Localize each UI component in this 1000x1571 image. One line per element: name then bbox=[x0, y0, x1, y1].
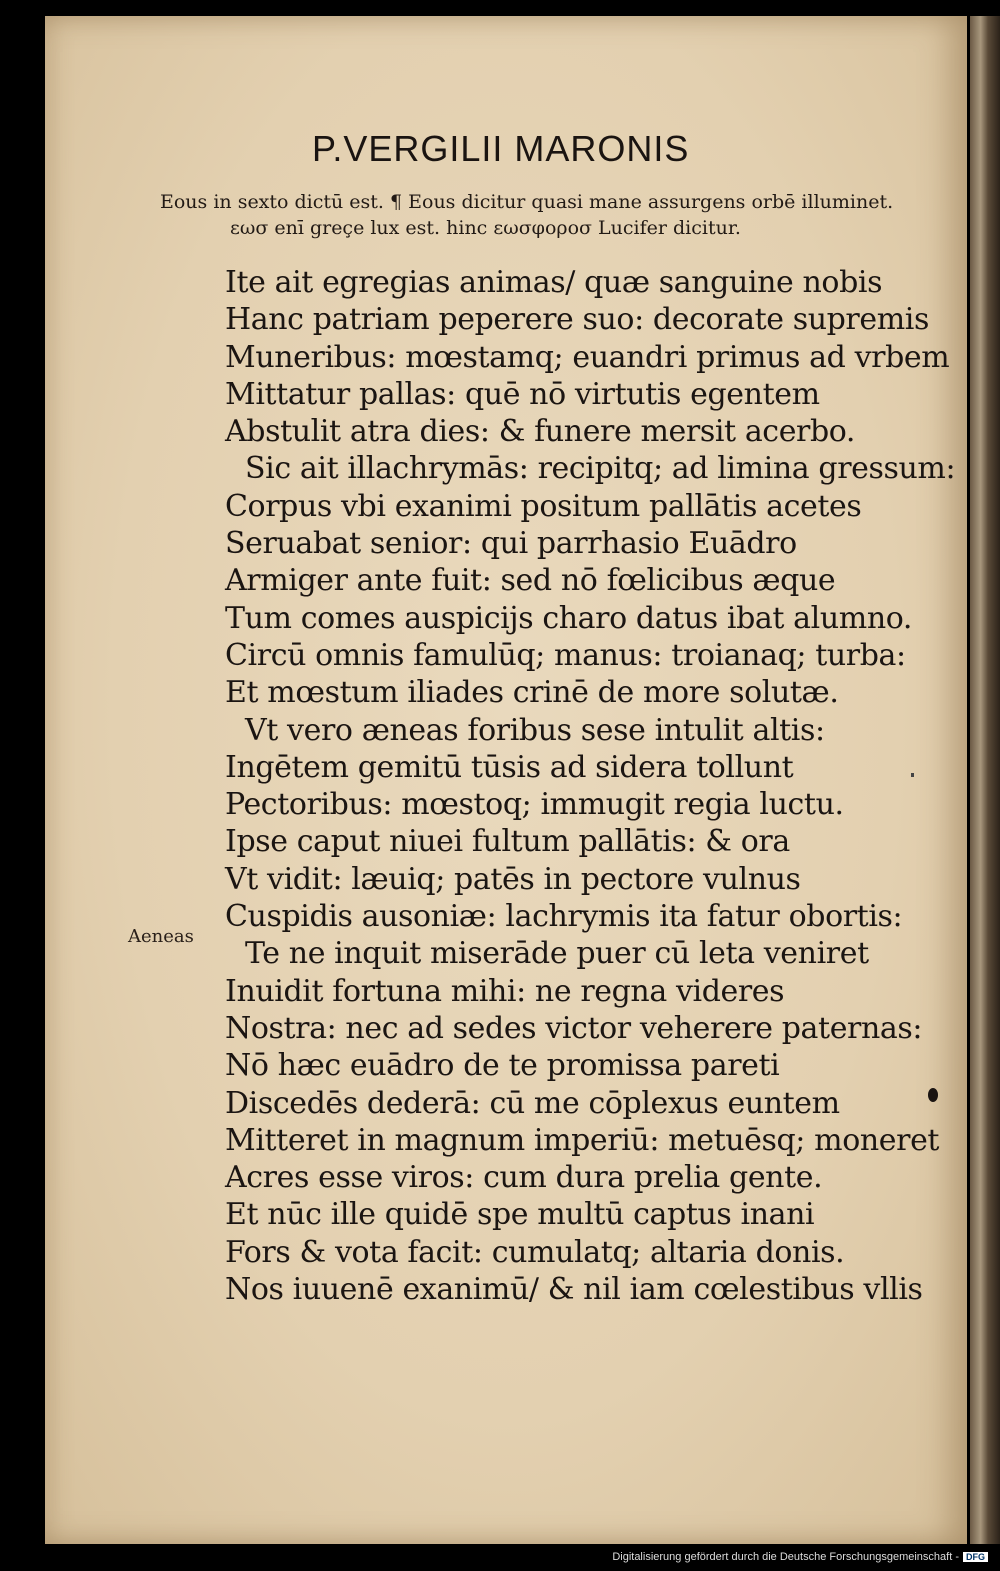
verse-line: Acres esse viros: cum dura prelia gente. bbox=[225, 1160, 823, 1196]
verse-line: Corpus vbi exanimi positum pallātis acetes bbox=[225, 488, 862, 524]
verse-line: Et mœstum iliades crinē de more solutæ. bbox=[225, 675, 839, 711]
verse-line: Pectoribus: mœstoq; immugit regia luctu. bbox=[225, 787, 844, 823]
margin-note: Aeneas bbox=[128, 926, 194, 947]
verse-line: Discedēs dederā: cū me cōplexus euntem bbox=[225, 1085, 840, 1121]
verse-line: Hanc patriam peperere suo: decorate supremis bbox=[225, 302, 929, 338]
verse-line: Inuidit fortuna mihi: ne regna videres bbox=[225, 973, 785, 1009]
verse-line: Vt vidit: læuiq; patēs in pectore vulnus bbox=[225, 861, 801, 897]
running-head: P.VERGILII MARONIS bbox=[312, 128, 690, 169]
verse-line: Fors & vota facit: cumulatq; altaria donis. bbox=[225, 1234, 845, 1270]
page-edge bbox=[970, 16, 1000, 1544]
verse-line: Mittatur pallas: quē nō virtutis egentem bbox=[225, 376, 820, 412]
verse-line: Ingētem gemitū tūsis ad sidera tollunt bbox=[225, 749, 794, 785]
verse-line: Ipse caput niuei fultum pallātis: & ora bbox=[225, 824, 790, 860]
verse-line: Sic ait illachrymās: recipitq; ad limina gressum: bbox=[245, 451, 956, 487]
digitization-credit bbox=[612, 1551, 988, 1567]
verse-line: Vt vero æneas foribus sese intulit altis: bbox=[245, 712, 825, 748]
verse-line: Cuspidis ausoniæ: lachrymis ita fatur obortis: bbox=[225, 899, 903, 935]
ink-mark bbox=[928, 1088, 938, 1102]
verse-line: Nos iuuenē exanimū/ & nil iam cœlestibus vllis bbox=[225, 1272, 923, 1308]
verse-block bbox=[225, 264, 956, 1308]
commentary-line-1: Eous in sexto dictū est. ¶ Eous dicitur quasi mane assurgens orbē illuminet. bbox=[160, 191, 894, 213]
verse-line: Abstulit atra dies: & funere mersit acerbo. bbox=[225, 414, 856, 450]
commentary-line-2: εωσ enī greçe lux est. hinc εωσφοροσ Lucifer dicitur. bbox=[230, 217, 741, 239]
verse-line: Nostra: nec ad sedes victor veherere paternas: bbox=[225, 1010, 923, 1046]
verse-line: Nō hæc euādro de te promissa pareti bbox=[225, 1048, 780, 1084]
verse-line: Mitteret in magnum imperiū: metuēsq; moneret bbox=[225, 1122, 940, 1158]
verse-line: Ite ait egregias animas/ quæ sanguine nobis bbox=[225, 265, 883, 300]
dfg-logo: DFG bbox=[963, 1552, 988, 1562]
verse-line: Te ne inquit miserāde puer cū leta veniret bbox=[245, 936, 869, 972]
verse-line: Et nūc ille quidē spe multū captus inani bbox=[225, 1197, 815, 1233]
verse-line: Muneribus: mœstamq; euandri primus ad vrbem bbox=[225, 339, 950, 375]
verse-line: Circū omnis famulūq; manus: troianaq; turba: bbox=[225, 637, 906, 673]
verse-line: Armiger ante fuit: sed nō fœlicibus æque bbox=[225, 563, 836, 599]
verse-line: Seruabat senior: qui parrhasio Euādro bbox=[225, 526, 797, 562]
ink-speck bbox=[911, 773, 914, 777]
credit-text: Digitalisierung gefördert durch die Deutsche Forschungsgemeinschaft - bbox=[612, 1551, 959, 1563]
verse-line: Tum comes auspicijs charo datus ibat alumno. bbox=[225, 600, 913, 636]
